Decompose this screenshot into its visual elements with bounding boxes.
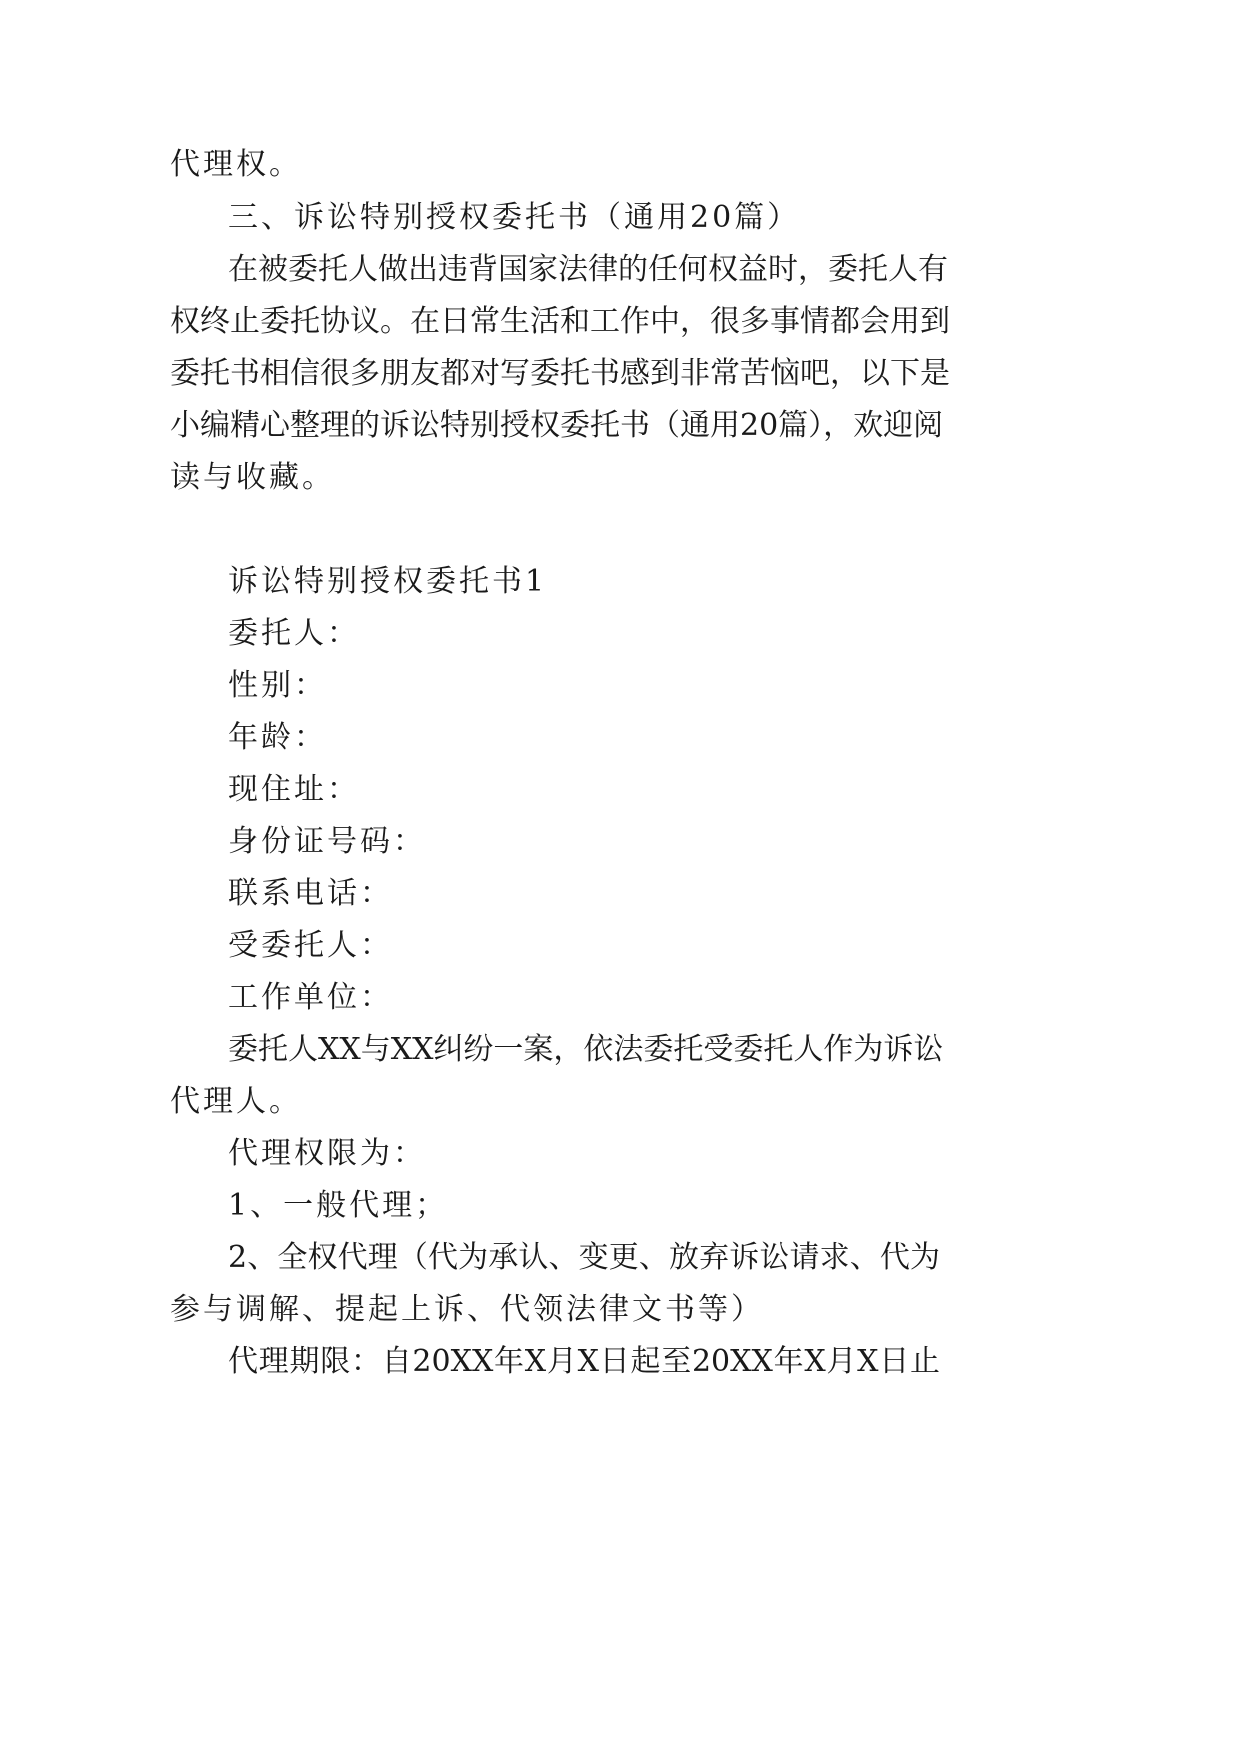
paragraph-line: 参与调解、提起上诉、代领法律文书等） [170, 1292, 764, 1327]
form-field-label: 委托人： [228, 616, 360, 651]
form-field-label: 性别： [228, 668, 327, 703]
paragraph-line: 权终止委托协议。在日常生活和工作中，很多事情都会用到 [170, 304, 950, 339]
paragraph-line: 委托书相信很多朋友都对写委托书感到非常苦恼吧，以下是 [170, 356, 950, 391]
paragraph-line: 代理期限：自20XX年X月X日起至20XX年X月X日止 [228, 1344, 940, 1379]
paragraph-line: 代理权限为： [228, 1136, 426, 1171]
paragraph-line: 读与收藏。 [170, 460, 335, 495]
list-item: 2、全权代理（代为承认、变更、放弃诉讼请求、代为 [228, 1240, 940, 1275]
form-field-label: 身份证号码： [228, 824, 426, 859]
list-item: 1、一般代理； [228, 1188, 449, 1223]
paragraph-line: 代理人。 [170, 1084, 302, 1119]
form-field-label: 现住址： [228, 772, 360, 807]
paragraph-line: 在被委托人做出违背国家法律的任何权益时，委托人有 [228, 252, 948, 287]
document-subtitle: 诉讼特别授权委托书1 [228, 564, 548, 599]
section-heading: 三、诉讼特别授权委托书（通用20篇） [228, 200, 801, 235]
paragraph-line: 委托人XX与XX纠纷一案，依法委托受委托人作为诉讼 [228, 1032, 944, 1067]
form-field-label: 联系电话： [228, 876, 393, 911]
form-field-label: 工作单位： [228, 980, 393, 1015]
form-field-label: 年龄： [228, 720, 327, 755]
paragraph-line: 小编精心整理的诉讼特别授权委托书（通用20篇），欢迎阅 [170, 408, 944, 443]
form-field-label: 受委托人： [228, 928, 393, 963]
paragraph-line: 代理权。 [170, 147, 302, 182]
